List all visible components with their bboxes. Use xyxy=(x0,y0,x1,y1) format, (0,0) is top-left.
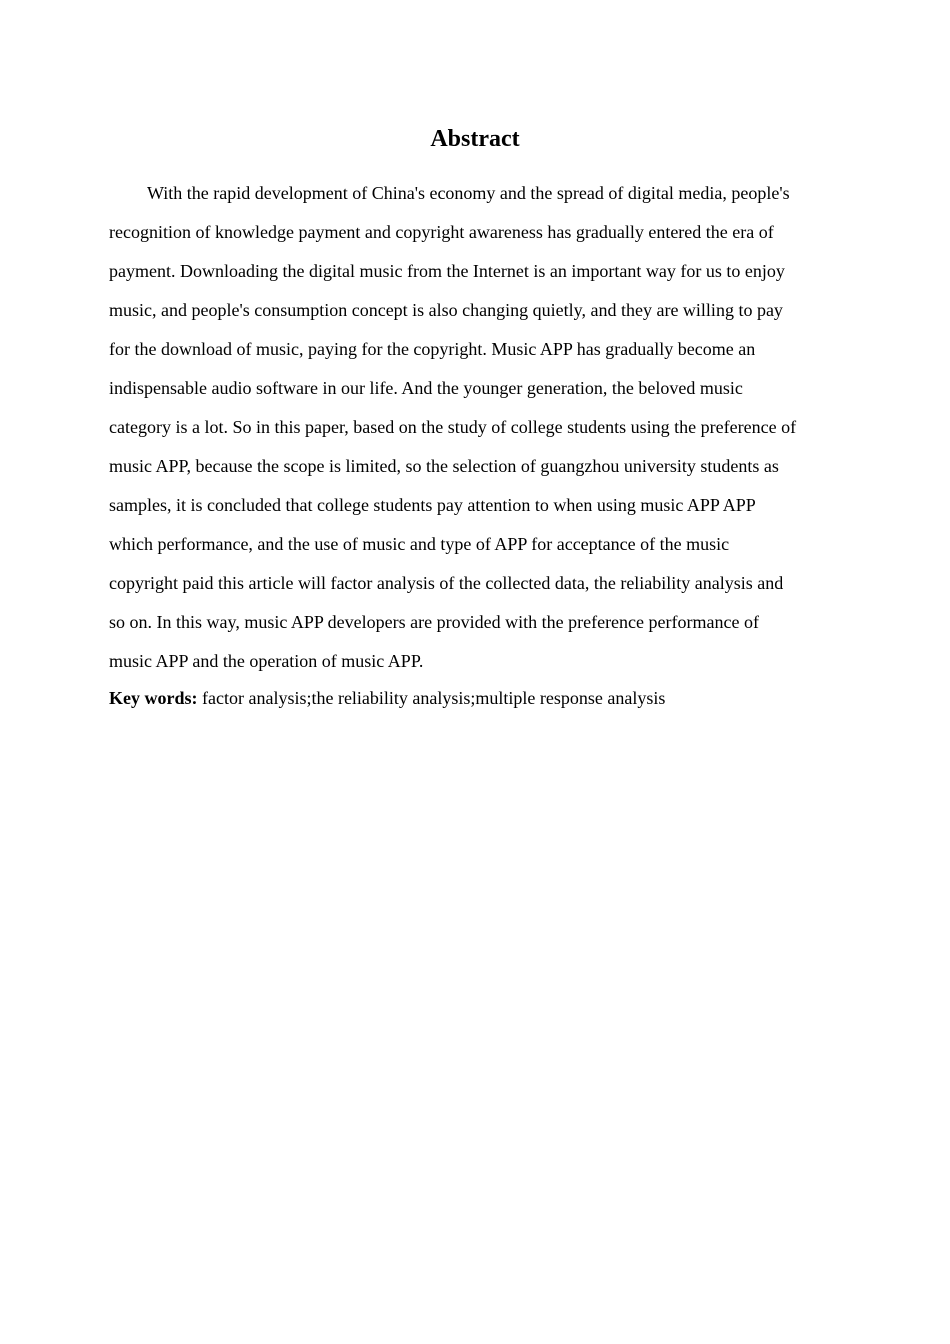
keywords xyxy=(109,684,843,712)
keywords-text: factor analysis;the reliability analysis;multiple response analysis xyxy=(202,688,666,708)
abstract-line-12: so on. In this way, music APP developers are provided with the preference performance of xyxy=(109,612,759,632)
abstract-title: Abstract xyxy=(430,126,520,152)
abstract-line-5: for the download of music, paying for the copyright. Music APP has gradually become an xyxy=(109,339,756,359)
abstract-line-9: samples, it is concluded that college students pay attention to when using music APP APP xyxy=(109,495,756,515)
abstract-line-8: music APP, because the scope is limited, so the selection of guangzhou university students as xyxy=(109,456,779,476)
abstract-line-13: music APP and the operation of music APP. xyxy=(109,651,424,671)
abstract-line-11: copyright paid this article will factor analysis of the collected data, the reliability analysis and xyxy=(109,573,784,593)
abstract-line-10: which performance, and the use of music and type of APP for acceptance of the music xyxy=(109,534,730,554)
keywords-label: Key words: xyxy=(109,688,198,708)
abstract-line-2: recognition of knowledge payment and copyright awareness has gradually entered the era of xyxy=(109,222,774,242)
abstract-line-7: category is a lot. So in this paper, based on the study of college students using the preference of xyxy=(109,417,797,437)
abstract-line-3: payment. Downloading the digital music from the Internet is an important way for us to enjoy xyxy=(109,261,785,281)
abstract-line-4: music, and people's consumption concept is also changing quietly, and they are willing to pay xyxy=(109,300,783,320)
abstract-line-1: With the rapid development of China's economy and the spread of digital media, people's xyxy=(147,183,790,203)
abstract-body xyxy=(109,174,843,681)
abstract-line-6: indispensable audio software in our life. And the younger generation, the beloved music xyxy=(109,378,743,398)
